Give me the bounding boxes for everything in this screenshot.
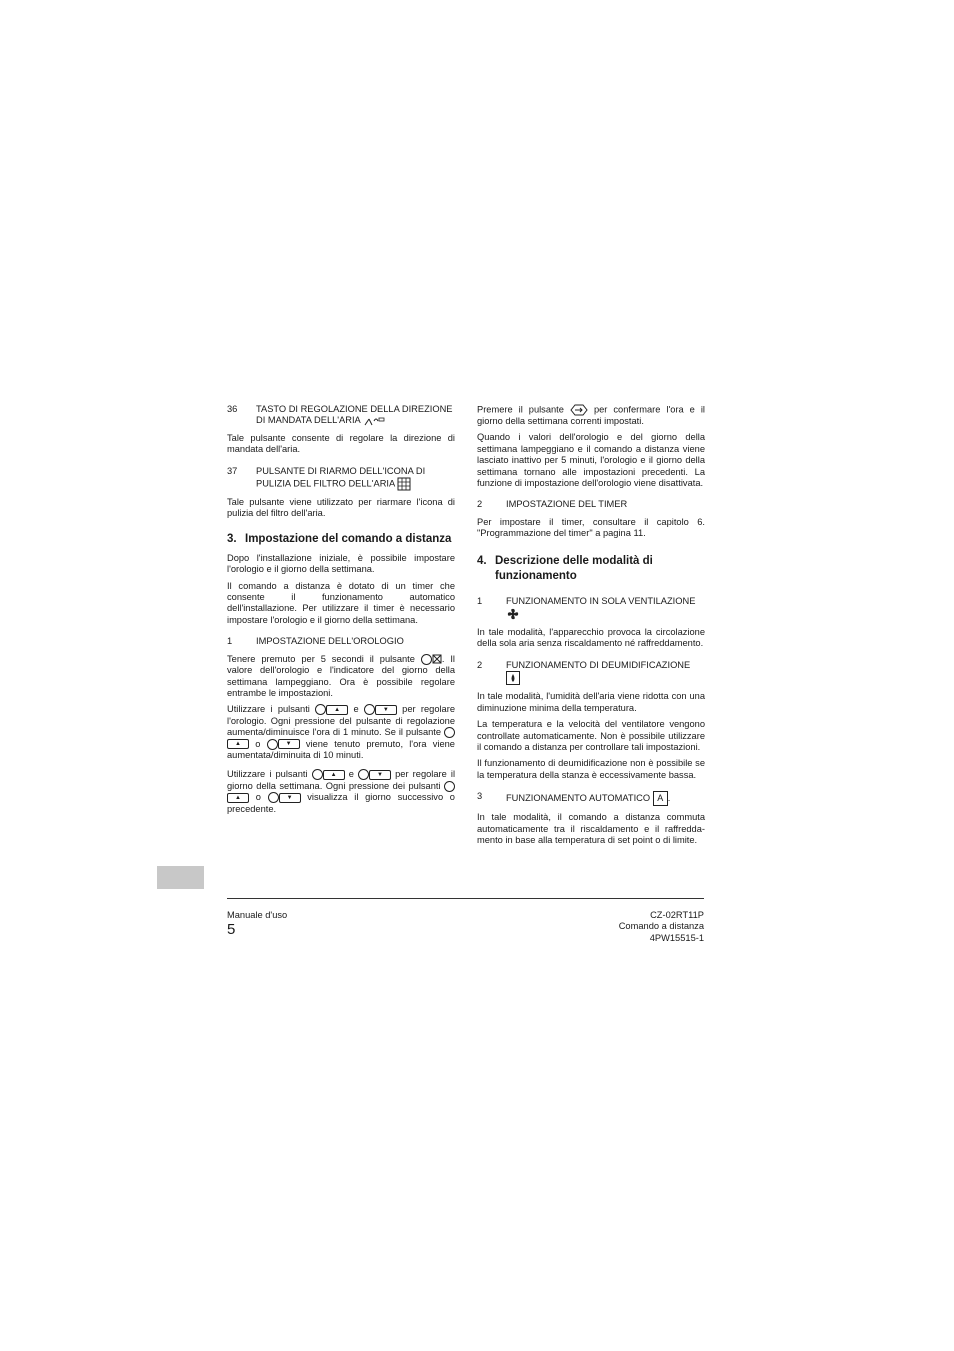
- item-36: [227, 404, 455, 427]
- droplet-icon: [506, 671, 520, 685]
- manual-label: Manuale d'uso: [227, 910, 288, 920]
- footer-left: [227, 910, 287, 939]
- filter-grid-icon: [397, 477, 411, 491]
- mode-dry: 2 FUNZIONAMENTO DI DEUMIDIFICAZIONE: [477, 660, 705, 685]
- mode-auto-description: In tale modalità, il comando a distanza commuta automaticamente tra il riscaldamento e il raffredda-mento in base alla temperatura di set point o di limite.: [477, 812, 705, 845]
- confirm-arrow-icon: [570, 404, 588, 416]
- mode-dry-description-2: La temperatura e la velocità del ventilatore vengono controllate automaticamente. Non è possibile utilizzare il comando a distanza per controllare tali impostazioni.: [477, 719, 705, 752]
- inactive-paragraph: Quando i valori dell'orologio e del giorno della settimana lampeggiano e il comando a distanza viene lasciato inattivo per 5 minuti, l'orologio e il giorno della settimana tornano alle impostazioni precedenti. La funzione di impostazione dell'orologio viene disattivata.: [477, 432, 705, 489]
- clock-icon: [421, 654, 432, 665]
- day-icon: [444, 781, 455, 792]
- up-arrow-button-icon: ▲: [326, 705, 348, 715]
- item-number: 36: [227, 404, 238, 414]
- product-name: Comando a distanza: [618, 921, 704, 932]
- section-4-heading: 4. Descrizione delle modalità di funzionamento: [477, 554, 653, 582]
- clock-paragraph-1: Tenere premuto per 5 secondi il pulsante . Il valore dell'orologio e l'indicatore del giorno della settimana lampeggiano. Ora è possibile regolare entrambe le impostazioni.: [227, 653, 455, 698]
- fan-icon: [506, 607, 520, 621]
- clock-paragraph-2: Utilizzare i pulsanti ▲ e ▼ per regolare l'orologio. Ogni pressione del pulsante di regolazione aumenta/diminuisce l'ora di 1 minuto. Se il pulsante ▲ o ▼ viene tenuto premuto, l'ora viene aumentata/diminuita di 10 minuti.: [227, 704, 455, 760]
- up-arrow-button-icon: ▲: [227, 739, 249, 749]
- item-36-description: Tale pulsante consente di regolare la direzione di mandata dell'aria.: [227, 432, 455, 455]
- clock-icon: [315, 704, 326, 715]
- down-arrow-button-icon: ▼: [278, 739, 300, 749]
- clock-icon: [267, 739, 278, 750]
- mode-fan-description: In tale modalità, l'apparecchio provoca la circolazione della sola aria senza riscaldamento né raffreddamento.: [477, 627, 705, 649]
- down-arrow-button-icon: ▼: [375, 705, 397, 715]
- mode-fan-only: 1 FUNZIONAMENTO IN SOLA VENTILAZIONE: [477, 596, 705, 621]
- footer-right: [619, 910, 704, 944]
- day-icon: [268, 792, 279, 803]
- confirm-paragraph: Premere il pulsante per confermare l'ora e il giorno della settimana correnti impostati.: [477, 404, 705, 426]
- subsection-clock: 1 IMPOSTAZIONE DELL'OROLOGIO: [227, 636, 404, 647]
- mode-auto: 3 FUNZIONAMENTO AUTOMATICO A .: [477, 791, 705, 806]
- timer-paragraph: Per impostare il timer, consultare il capitolo 6. "Programmazione del timer" a pagina 11.: [477, 516, 705, 539]
- mode-dry-description-1: In tale modalità, l'umidità dell'aria viene ridotta con una diminuzione minima della temperatura.: [477, 691, 705, 713]
- section-3-intro: Dopo l'installazione iniziale, è possibile impostare l'orologio e il giorno della settimana.: [227, 552, 455, 575]
- clock-icon: [444, 727, 455, 738]
- down-arrow-button-icon: ▼: [369, 770, 391, 780]
- air-direction-icon: [363, 416, 385, 426]
- right-column: [477, 404, 705, 851]
- day-icon: [312, 769, 323, 780]
- left-column: [227, 404, 455, 820]
- mode-dry-description-3: Il funzionamento di deumidificazione non è possibile se la temperatura della stanza è eccessivamente bassa.: [477, 758, 705, 780]
- section-3-heading: 3. Impostazione del comando a distanza: [227, 532, 452, 545]
- language-tab-marker: [157, 866, 204, 889]
- item-label: TASTO DI REGOLAZIONE DELLA DIREZIONE DI MANDATA DELL'ARIA: [256, 404, 453, 426]
- item-37: [227, 466, 455, 491]
- subsection-timer: 2 IMPOSTAZIONE DEL TIMER: [477, 499, 628, 510]
- up-arrow-button-icon: ▲: [227, 793, 249, 803]
- model-number: CZ-02RT11P: [650, 910, 704, 920]
- document-code: 4PW15515-1: [649, 932, 704, 943]
- day-icon: [358, 769, 369, 780]
- auto-mode-icon: A: [653, 791, 668, 806]
- cancel-cross-icon: [432, 654, 442, 664]
- up-arrow-button-icon: ▲: [323, 770, 345, 780]
- clock-icon: [364, 704, 375, 715]
- footer-divider: [227, 898, 704, 899]
- section-3-timer-note: Il comando a distanza è dotato di un timer che consente il funzionamento automatico dell'installazione. Per utilizzare il timer è necessario impostare l'orologio e il giorno della settimana.: [227, 580, 455, 625]
- day-paragraph: Utilizzare i pulsanti ▲ e ▼ per regolare il giorno della settimana. Ogni pressione dei pulsanti ▲ o ▼ visualizza il giorno successivo o precedente.: [227, 769, 456, 814]
- page-number: 5: [227, 921, 236, 939]
- down-arrow-button-icon: ▼: [279, 793, 301, 803]
- item-number: 37: [227, 465, 238, 476]
- item-label: PULSANTE DI RIARMO DELL'ICONA DI PULIZIA DEL FILTRO DELL'ARIA: [256, 465, 426, 489]
- item-37-description: Tale pulsante viene utilizzato per riarmare l'icona di pulizia del filtro dell'aria.: [227, 497, 455, 519]
